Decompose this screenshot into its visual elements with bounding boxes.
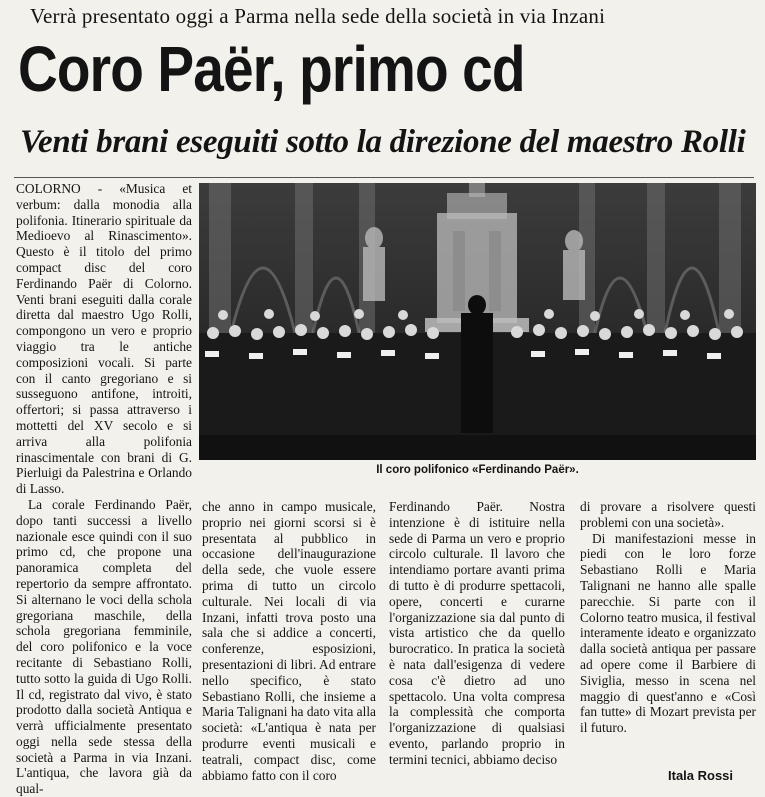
choir-photo bbox=[199, 183, 756, 460]
column-3 bbox=[389, 499, 565, 789]
choir-photo-illustration bbox=[199, 183, 756, 460]
byline: Itala Rossi bbox=[668, 768, 734, 783]
paragraph: che anno in campo musicale, proprio nei giorni scorsi si è presentata al pubblico in occasione dell'inaugurazione della sede, che vuole essere prima di tutto un circolo culturale. Nei locali di via Inzani, infatti trova posto una sala che si addice a concerti, conferenze, esposizioni, presentazioni di libri. Ad entrare nello specifico, è stato Sebastiano Rolli, che insieme a Maria Talignani ha dato vita alla società: «L'antiqua è nata per produrre eventi musicali e teatrali, compact disc, come abbiamo fatto con il coro bbox=[202, 499, 376, 783]
subheadline: Venti brani eseguiti sotto la direzione del maestro Rolli bbox=[20, 124, 746, 160]
paragraph: La corale Ferdinando Paër, dopo tanti successi a livello nazionale esce quindi con il suo primo cd, che propone una panoramica completa del repertorio da sempre affrontato. Si alternano le voci della schola gregoriana maschile, della schola gregoriana femminile, del coro polifonico e la voce recitante di Sebastiano Rolli, tutto sotto la guida di Ugo Rolli. Il cd, registrato dal vivo, è stato prodotto dalla società Antiqua e verrà ufficialmente presentato oggi nella sede stessa della società a Parma in via Inzani. L'antiqua, che lavora già da qual- bbox=[16, 496, 192, 797]
headline: Coro Paër, primo cd bbox=[18, 33, 525, 105]
paragraph: COLORNO - «Musica et verbum: dalla monodia alla polifonia. Itinerario spirituale da Medioevo al Rinascimento». Questo è il titolo del primo compact disc del coro Ferdinando Paër di Colorno. Venti brani eseguiti dalla corale diretta dal maestro Ugo Rolli, compongono un vero e proprio viaggio tra le antiche composizioni vocali. Si parte con il canto gregoriano e si susseguono antifone, introiti, offertori; si passa attraverso i mottetti del XV secolo e si arriva alla polifonia rinascimentale con brani di G. Pierluigi da Palestrina e Orlando di Lasso. bbox=[16, 181, 192, 497]
paragraph: di provare a risolvere questi problemi con una società». bbox=[580, 499, 756, 530]
column-4 bbox=[580, 499, 756, 764]
photo-caption: Il coro polifonico «Ferdinando Paër». bbox=[376, 464, 579, 476]
paragraph: Ferdinando Paër. Nostra intenzione è di istituire nella sede di Parma un vero e proprio circolo culturale. Il lavoro che intendiamo portare avanti prima di tutto è di produrre spettacoli, opere, concerti e curarne l'organizzazione sia dal punto di vista artistico che da quello burocratico. In pratica la società è nata dall'esigenza di vedere cosa c'è dietro ad uno spettacolo. Una volta compresa la complessità che comporta l'organizzazione di qualsiasi evento, parlando proprio in termini tecnici, abbiamo deciso bbox=[389, 499, 565, 767]
column-1 bbox=[16, 181, 192, 797]
divider bbox=[14, 177, 754, 178]
kicker: Verrà presentato oggi a Parma nella sede della società in via Inzani bbox=[30, 4, 606, 28]
column-2 bbox=[202, 499, 376, 789]
paragraph: Di manifestazioni messe in piedi con le loro forze Sebastiano Rolli e Maria Talignani ne hanno alle spalle parecchie. Si parte con il Colorno teatro musica, il festival interamente ideato e organizzato dalla società antiqua per passare ad opere come il Barbiere di Siviglia, messo in scena nel maggio di quest'anno e «Così fan tutte» di Mozart prevista per il futuro. bbox=[580, 530, 756, 736]
